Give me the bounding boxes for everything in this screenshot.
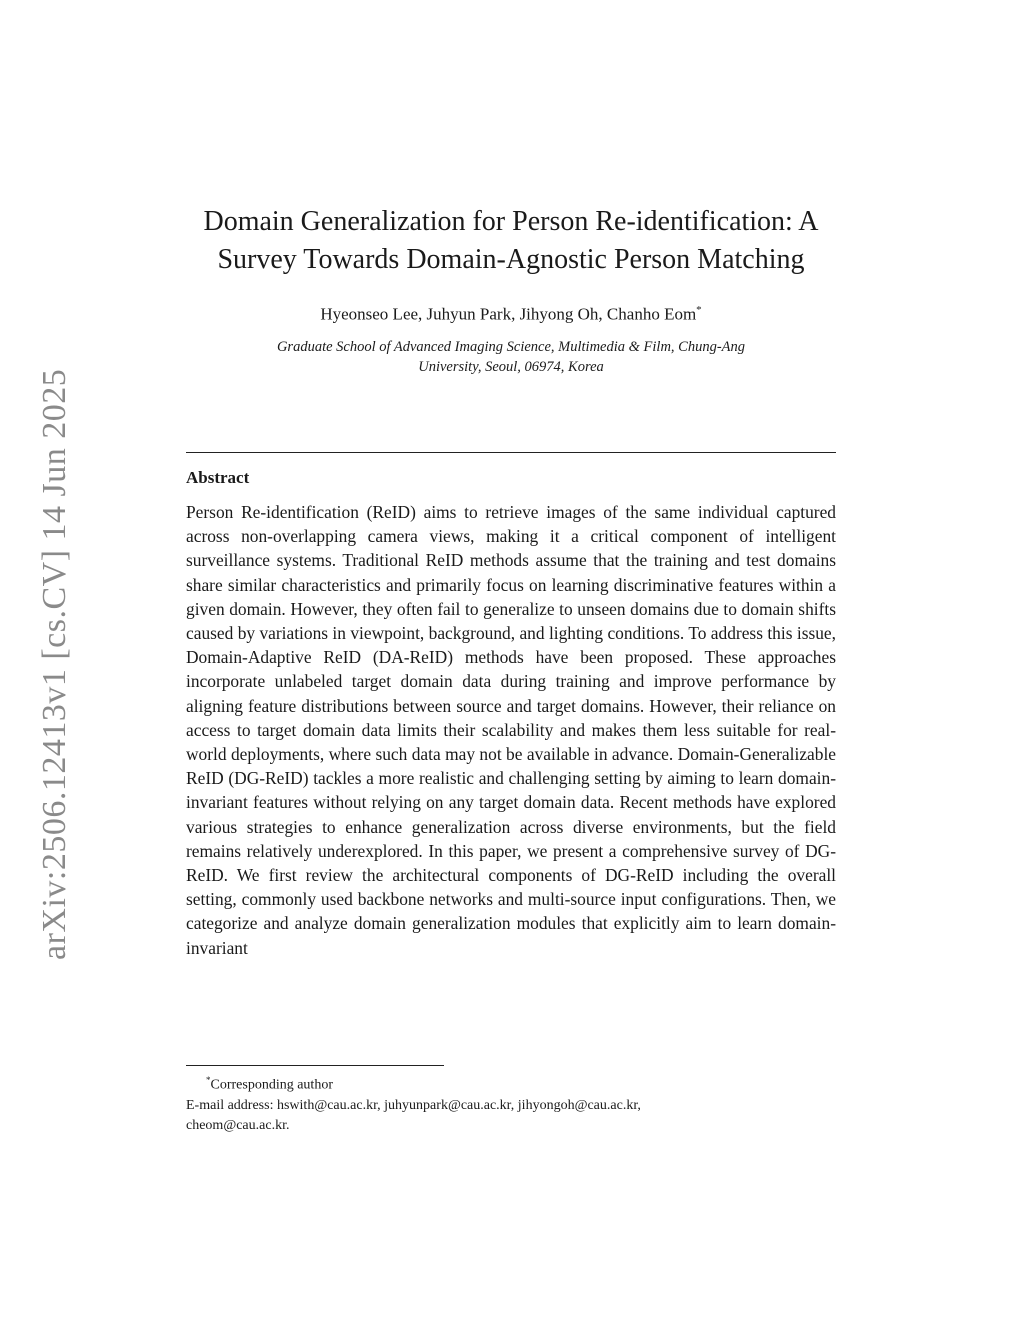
affiliation <box>186 337 836 377</box>
author-names: Hyeonseo Lee, Juhyun Park, Jihyong Oh, Chanho Eom <box>320 304 697 324</box>
email-address: cheom@cau.ac.kr. <box>186 1117 290 1133</box>
abstract-heading: Abstract <box>186 468 250 487</box>
email-address: jihyongoh@cau.ac.kr, <box>517 1097 641 1113</box>
footnote <box>186 1070 836 1136</box>
footnote-divider <box>186 1065 444 1066</box>
title-line-1: Domain Generalization for Person Re-identification: A <box>203 206 819 237</box>
corresponding-author-label: Corresponding author <box>210 1077 333 1093</box>
abstract-divider <box>186 452 836 453</box>
author-list <box>186 304 836 325</box>
abstract-body: Person Re-identification (ReID) aims to retrieve images of the same individual captured across non-overlapping camera views, making it a critical component of intelligent surveillance systems. Traditional ReID methods assume that the training and test domains share similar characteristics and primarily focus on learning discriminative features within a given domain. However, they often fail to generalize to unseen domains due to domain shifts caused by variations in viewpoint, background, and lighting conditions. To address this issue, Domain-Adaptive ReID (DA-ReID) methods have been proposed. These approaches incorporate unlabeled target domain data during training and improve performance by aligning feature distributions between source and target domains. However, their reliance on access to target domain data limits their scalability and makes them less suitable for real-world deployments, where such data may not be available in advance. Domain-Generalizable ReID (DG-ReID) tackles a more realistic and challenging setting by aiming to learn domain-invariant features without relying on any target domain data. Recent methods have explored various strategies to enhance generalization across diverse environments, but the field remains relatively underexplored. In this paper, we present a comprehensive survey of DG-ReID. We first review the architectural components of DG-ReID including the overall setting, commonly used backbone networks and multi-source input configurations. Then, we categorize and analyze domain generalization modules that explicitly aim to learn domain-invariant <box>186 502 836 958</box>
email-label: E-mail address: <box>186 1097 274 1113</box>
email-address: hswith@cau.ac.kr, <box>276 1097 381 1113</box>
footnote-mark: * <box>206 1075 211 1085</box>
affiliation-line-2: University, Seoul, 06974, Korea <box>418 359 604 375</box>
affiliation-line-1: Graduate School of Advanced Imaging Science, Multimedia & Film, Chung-Ang <box>276 339 746 355</box>
email-line <box>186 1096 836 1116</box>
corresponding-author-note <box>186 1070 836 1096</box>
email-address: juhyunpark@cau.ac.kr, <box>384 1097 515 1113</box>
arxiv-identifier-stamp: arXiv:2506.12413v1 [cs.CV] 14 Jun 2025 <box>36 368 73 960</box>
title-line-2: Survey Towards Domain-Agnostic Person Matching <box>217 244 805 275</box>
corresponding-author-mark: * <box>696 304 702 316</box>
paper-title <box>186 203 836 279</box>
